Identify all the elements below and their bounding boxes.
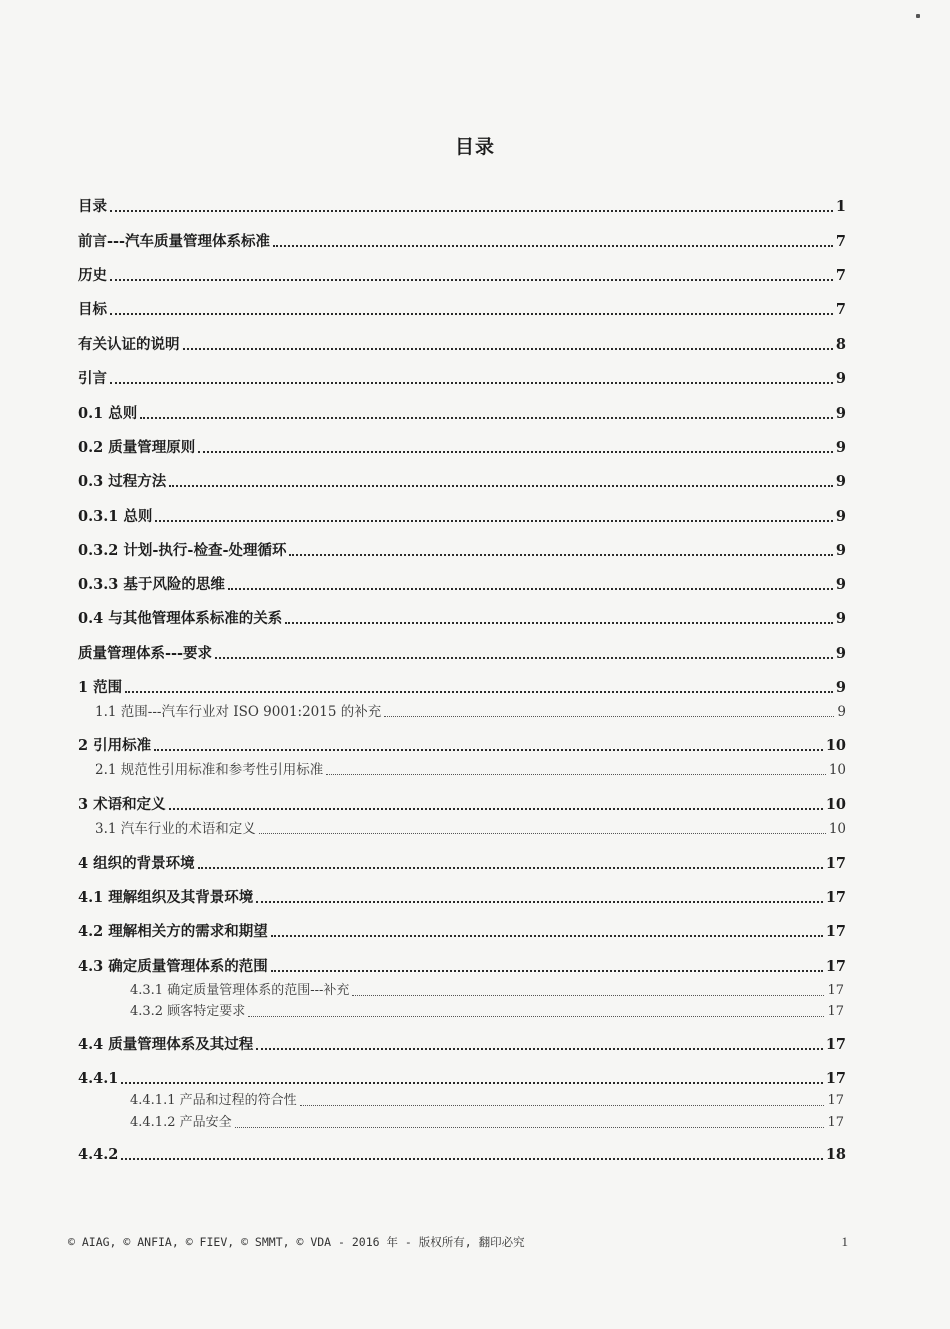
toc-leader-dots (300, 1105, 825, 1106)
toc-entry-label: 3 术语和定义 (78, 796, 166, 813)
toc-entry-page: 8 (835, 336, 846, 353)
toc-entry-label: 0.1 总则 (78, 405, 138, 422)
toc-entry-label: 0.3.2 计划-执行-检查-处理循环 (78, 542, 287, 559)
toc-entry-label: 4.3.1 确定质量管理体系的范围---补充 (130, 983, 350, 998)
toc-entry-page: 9 (835, 679, 846, 696)
toc-leader-dots (110, 382, 833, 384)
toc-entry-page: 9 (835, 508, 846, 525)
toc-subentry[interactable] (130, 1092, 844, 1110)
toc-leader-dots (289, 554, 832, 556)
toc-entry-label: 2 引用标准 (78, 737, 152, 754)
toc-entry-page: 17 (825, 923, 846, 940)
toc-leader-dots (273, 245, 833, 247)
toc-entry-page: 17 (827, 1115, 844, 1130)
toc-entry[interactable] (78, 1070, 846, 1088)
toc-entry-label: 历史 (78, 267, 107, 284)
toc-entry[interactable] (78, 796, 846, 814)
toc-entry[interactable] (78, 473, 846, 491)
toc-entry[interactable] (78, 233, 846, 251)
toc-leader-dots (215, 657, 833, 659)
toc-leader-dots (154, 749, 823, 751)
toc-entry-label: 4.3.2 顾客特定要求 (130, 1004, 246, 1019)
toc-leader-dots (228, 588, 833, 590)
toc-entry[interactable] (78, 198, 846, 216)
toc-leader-dots (271, 970, 823, 972)
toc-entry-label: 1.1 范围---汽车行业对 ISO 9001:2015 的补充 (95, 704, 382, 720)
toc-entry-label: 引言 (78, 370, 107, 387)
toc-entry-page: 9 (835, 610, 846, 627)
toc-subentry[interactable] (95, 761, 846, 779)
toc-entry-label: 4.4.1.1 产品和过程的符合性 (130, 1093, 297, 1108)
scan-speck (916, 14, 920, 18)
toc-entry[interactable] (78, 405, 846, 423)
toc-entry-label: 0.3.1 总则 (78, 508, 153, 525)
toc-leader-dots (125, 691, 833, 693)
toc-entry-page: 18 (825, 1146, 846, 1163)
toc-entry[interactable] (78, 889, 846, 907)
toc-entry-page: 10 (825, 737, 846, 754)
toc-leader-dots (271, 935, 823, 937)
toc-entry-label: 0.2 质量管理原则 (78, 439, 196, 456)
copyright-notice: © AIAG, © ANFIA, © FIEV, © SMMT, © VDA - 2016 年 - 版权所有, 翻印必究 (68, 1235, 525, 1249)
toc-leader-dots (155, 520, 832, 522)
page-number: 1 (841, 1234, 848, 1249)
toc-entry-page: 17 (825, 1036, 846, 1053)
toc-entry-label: 4.4.1 (78, 1070, 119, 1087)
toc-entry-page: 17 (827, 1004, 844, 1019)
toc-entry-label: 目标 (78, 301, 107, 318)
toc-entry-label: 2.1 规范性引用标准和参考性引用标准 (95, 762, 324, 778)
toc-entry[interactable] (78, 542, 846, 560)
toc-leader-dots (198, 867, 823, 869)
toc-entry[interactable] (78, 336, 846, 354)
toc-entry[interactable] (78, 923, 846, 941)
toc-leader-dots (235, 1127, 825, 1128)
toc-subentry[interactable] (130, 1114, 844, 1132)
toc-entry-label: 0.3.3 基于风险的思维 (78, 576, 225, 593)
page-footer (68, 1234, 848, 1250)
toc-entry[interactable] (78, 301, 846, 319)
toc-entry-label: 4.4 质量管理体系及其过程 (78, 1036, 254, 1053)
toc-entry-label: 0.4 与其他管理体系标准的关系 (78, 610, 283, 627)
toc-entry-page: 9 (837, 704, 846, 720)
toc-entry-page: 17 (827, 983, 844, 998)
toc-leader-dots (248, 1016, 824, 1017)
toc-entry[interactable] (78, 508, 846, 526)
toc-entry-label: 0.3 过程方法 (78, 473, 167, 490)
toc-entry-page: 17 (825, 855, 846, 872)
toc-leader-dots (110, 279, 833, 281)
toc-leader-dots (121, 1082, 822, 1084)
toc-entry-page: 7 (835, 267, 846, 284)
toc-entry[interactable] (78, 1146, 846, 1164)
toc-entry-page: 7 (835, 301, 846, 318)
toc-entry-label: 4.2 理解相关方的需求和期望 (78, 923, 268, 940)
toc-entry-page: 17 (825, 1070, 846, 1087)
toc-entry[interactable] (78, 370, 846, 388)
toc-subentry[interactable] (130, 1003, 844, 1021)
toc-entry-page: 17 (825, 889, 846, 906)
toc-entry[interactable] (78, 439, 846, 457)
toc-leader-dots (121, 1158, 822, 1160)
toc-entry-label: 4.4.1.2 产品安全 (130, 1115, 232, 1130)
toc-entry-label: 4.4.2 (78, 1146, 119, 1163)
toc-entry-page: 9 (835, 473, 846, 490)
toc-leader-dots (183, 348, 833, 350)
toc-leader-dots (256, 901, 823, 903)
toc-entry[interactable] (78, 576, 846, 594)
toc-leader-dots (285, 622, 833, 624)
toc-subentry[interactable] (130, 982, 844, 1000)
toc-entry-label: 有关认证的说明 (78, 336, 180, 353)
toc-leader-dots (110, 313, 833, 315)
toc-entry-label: 4 组织的背景环境 (78, 855, 195, 872)
toc-leader-dots (169, 485, 833, 487)
toc-entry-page: 10 (825, 796, 846, 813)
toc-entry[interactable] (78, 737, 846, 755)
toc-entry-page: 1 (835, 198, 846, 215)
toc-entry-label: 4.1 理解组织及其背景环境 (78, 889, 254, 906)
toc-entry-page: 9 (835, 370, 846, 387)
toc-leader-dots (326, 774, 826, 775)
toc-entry[interactable] (78, 679, 846, 697)
toc-entry-page: 9 (835, 405, 846, 422)
toc-entry-label: 目录 (78, 198, 107, 215)
toc-leader-dots (140, 417, 833, 419)
toc-title: 目录 (454, 136, 495, 158)
toc-leader-dots (256, 1048, 823, 1050)
toc-entry-label: 质量管理体系---要求 (78, 645, 213, 662)
toc-leader-dots (198, 451, 833, 453)
toc-entry-label: 3.1 汽车行业的术语和定义 (95, 821, 256, 837)
toc-entry-label: 前言---汽车质量管理体系标准 (78, 233, 271, 250)
toc-entry-page: 9 (835, 439, 846, 456)
toc-entry-page: 10 (828, 762, 846, 778)
toc-entry-label: 1 范围 (78, 679, 123, 696)
toc-entry-page: 17 (825, 958, 846, 975)
toc-entry-page: 10 (828, 821, 846, 837)
toc-entry-page: 9 (835, 542, 846, 559)
toc-subentry[interactable] (95, 703, 846, 721)
toc-leader-dots (169, 808, 823, 810)
toc-entry[interactable] (78, 1036, 846, 1054)
toc-leader-dots (352, 995, 824, 996)
toc-subentry[interactable] (95, 820, 846, 838)
toc-leader-dots (110, 210, 833, 212)
toc-entry-page: 9 (835, 645, 846, 662)
toc-entry-label: 4.3 确定质量管理体系的范围 (78, 958, 268, 975)
toc-entry[interactable] (78, 610, 846, 628)
toc-entry-page: 9 (835, 576, 846, 593)
toc-leader-dots (259, 833, 826, 834)
toc-entry-page: 17 (827, 1093, 844, 1108)
toc-entry[interactable] (78, 267, 846, 285)
toc-entry[interactable] (78, 645, 846, 663)
toc-entry[interactable] (78, 958, 846, 976)
toc-entry-page: 7 (835, 233, 846, 250)
toc-leader-dots (384, 716, 834, 717)
toc-entry[interactable] (78, 855, 846, 873)
